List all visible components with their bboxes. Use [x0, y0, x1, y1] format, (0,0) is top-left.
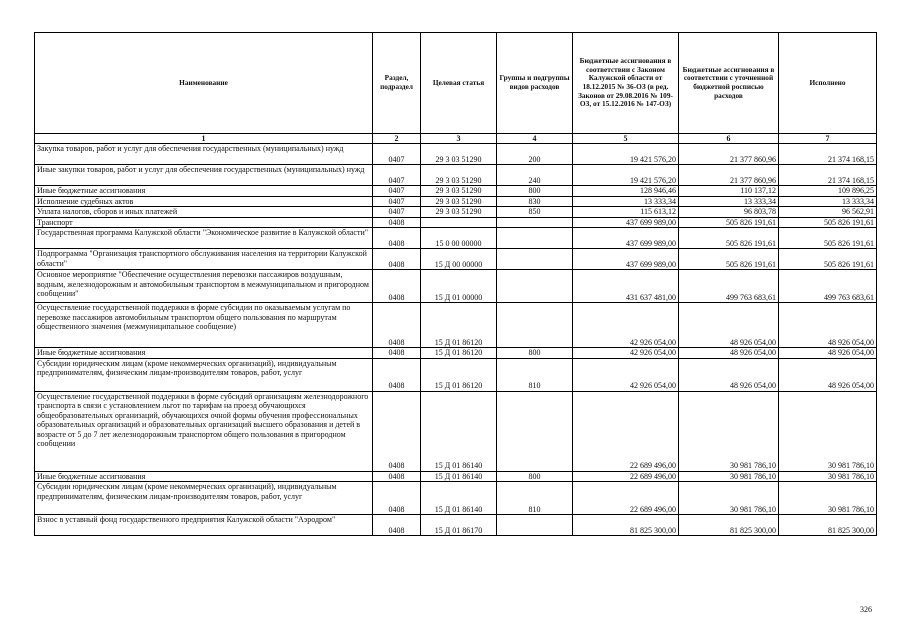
cell-name: Уплата налогов, сборов и иных платежей [35, 207, 373, 218]
cell-executed: 30 981 786,10 [779, 471, 877, 482]
cell-section: 0407 [373, 144, 421, 165]
column-number: 3 [421, 134, 497, 144]
cell-section: 0407 [373, 165, 421, 186]
header-budget-refined: Бюджетные ассигнования в соответствии с уточненной бюджетной росписью расходов [679, 33, 779, 134]
cell-section: 0408 [373, 348, 421, 359]
cell-budget-refined: 48 926 054,00 [679, 348, 779, 359]
cell-expense-group [497, 217, 573, 228]
cell-name: Основное мероприятие "Обеспечение осуществления перевозки пассажиров воздушным, водным, железнодорожным и автомобильным транспортом в межмуниципальном и пригородном сообщении" [35, 270, 373, 303]
page-number: 326 [860, 605, 872, 614]
cell-section: 0407 [373, 196, 421, 207]
cell-budget-law: 431 637 481,00 [573, 270, 679, 303]
cell-executed: 30 981 786,10 [779, 391, 877, 471]
cell-executed: 505 826 191,61 [779, 249, 877, 270]
cell-budget-law: 42 926 054,00 [573, 358, 679, 391]
cell-budget-refined: 30 981 786,10 [679, 471, 779, 482]
cell-name: Государственная программа Калужской области "Экономическое развитие в Калужской области" [35, 228, 373, 249]
cell-budget-law: 81 825 300,00 [573, 515, 679, 536]
cell-budget-refined: 48 926 054,00 [679, 303, 779, 348]
cell-expense-group: 800 [497, 348, 573, 359]
cell-section: 0407 [373, 207, 421, 218]
cell-name: Иные бюджетные ассигнования [35, 186, 373, 197]
cell-executed: 109 896,25 [779, 186, 877, 197]
cell-target-item: 29 3 03 51290 [421, 207, 497, 218]
cell-name: Осуществление государственной поддержки в форме субсидии по оказываемым услугам по перевозке пассажиров автомобильным транспортом общего пользования по маршрутам общественного значения (межмуниципальное сообщение) [35, 303, 373, 348]
cell-budget-refined: 30 981 786,10 [679, 482, 779, 515]
cell-expense-group [497, 249, 573, 270]
cell-target-item: 15 Д 01 86120 [421, 348, 497, 359]
cell-target-item: 29 3 03 51290 [421, 186, 497, 197]
cell-budget-law: 22 689 496,00 [573, 391, 679, 471]
cell-executed: 96 562,91 [779, 207, 877, 218]
column-number: 1 [35, 134, 373, 144]
cell-executed: 505 826 191,61 [779, 228, 877, 249]
table-row [35, 144, 877, 165]
cell-budget-law: 42 926 054,00 [573, 348, 679, 359]
cell-budget-law: 128 946,46 [573, 186, 679, 197]
cell-budget-law: 22 689 496,00 [573, 482, 679, 515]
budget-document [34, 32, 876, 536]
cell-expense-group [497, 303, 573, 348]
cell-name: Иные бюджетные ассигнования [35, 348, 373, 359]
budget-table [34, 32, 877, 536]
cell-target-item: 15 Д 01 86170 [421, 515, 497, 536]
cell-name: Субсидии юридическим лицам (кроме некоммерческих организаций), индивидуальным предпринимателям, физическим лицам-производителям товаров, работ, услуг [35, 482, 373, 515]
table-row [35, 358, 877, 391]
header-target-item: Целевая статья [421, 33, 497, 134]
header-executed: Исполнено [779, 33, 877, 134]
cell-name: Транспорт [35, 217, 373, 228]
cell-executed: 30 981 786,10 [779, 482, 877, 515]
cell-name: Взнос в уставный фонд государственного предприятия Калужской области "Аэродром" [35, 515, 373, 536]
cell-section: 0408 [373, 217, 421, 228]
cell-target-item: 15 Д 01 86120 [421, 303, 497, 348]
cell-expense-group [497, 391, 573, 471]
cell-target-item: 15 Д 01 00000 [421, 270, 497, 303]
table-row [35, 270, 877, 303]
cell-executed: 48 926 054,00 [779, 358, 877, 391]
cell-budget-law: 13 333,34 [573, 196, 679, 207]
table-row [35, 303, 877, 348]
column-number: 5 [573, 134, 679, 144]
cell-name: Субсидии юридическим лицам (кроме некоммерческих организаций), индивидуальным предпринимателям, физическим лицам-производителям товаров, работ, услуг [35, 358, 373, 391]
cell-target-item: 29 3 03 51290 [421, 144, 497, 165]
cell-section: 0407 [373, 186, 421, 197]
table-row [35, 165, 877, 186]
cell-budget-refined: 21 377 860,96 [679, 165, 779, 186]
cell-executed: 499 763 683,61 [779, 270, 877, 303]
cell-expense-group: 830 [497, 196, 573, 207]
cell-target-item [421, 217, 497, 228]
cell-expense-group: 800 [497, 186, 573, 197]
cell-name: Иные закупки товаров, работ и услуг для обеспечения государственных (муниципальных) нужд [35, 165, 373, 186]
cell-target-item: 29 3 03 51290 [421, 196, 497, 207]
cell-target-item: 15 Д 00 00000 [421, 249, 497, 270]
cell-expense-group: 810 [497, 482, 573, 515]
header-section: Раздел, подраздел [373, 33, 421, 134]
cell-target-item: 15 Д 01 86140 [421, 482, 497, 515]
cell-expense-group: 850 [497, 207, 573, 218]
cell-name: Закупка товаров, работ и услуг для обеспечения государственных (муниципальных) нужд [35, 144, 373, 165]
column-number: 2 [373, 134, 421, 144]
table-row [35, 186, 877, 197]
header-row [35, 33, 877, 134]
header-budget-law: Бюджетные ассигнования в соответствии с Законом Калужской области от 18.12.2015 № 36-ОЗ (в ред. Законов от 29.08.2016 № 109-ОЗ, от 15.12.2016 № 147-ОЗ) [573, 33, 679, 134]
cell-executed: 21 374 168,15 [779, 165, 877, 186]
cell-budget-refined: 110 137,12 [679, 186, 779, 197]
column-number: 7 [779, 134, 877, 144]
table-row [35, 471, 877, 482]
cell-expense-group [497, 515, 573, 536]
cell-budget-law: 115 613,12 [573, 207, 679, 218]
cell-budget-law: 19 421 576,20 [573, 165, 679, 186]
header-name: Наименование [35, 33, 373, 134]
table-row [35, 228, 877, 249]
cell-name: Осуществление государственной поддержки в форме субсидий организациям железнодорожного транспорта в связи с установлением льгот по тарифам на проезд обучающихся общеобразовательных организаций, обучающихся очной формы обучения профессиональных образовательных организаций и образовательных организаций высшего образования и детей в возрасте от 5 до 7 лет железнодорожным транспортом общего пользования в пригородном сообщении [35, 391, 373, 471]
header-expense-group: Группы и подгруппы видов расходов [497, 33, 573, 134]
cell-executed: 13 333,34 [779, 196, 877, 207]
cell-budget-refined: 30 981 786,10 [679, 391, 779, 471]
cell-section: 0408 [373, 482, 421, 515]
cell-section: 0408 [373, 471, 421, 482]
cell-budget-refined: 21 377 860,96 [679, 144, 779, 165]
cell-budget-refined: 96 803,78 [679, 207, 779, 218]
cell-budget-refined: 48 926 054,00 [679, 358, 779, 391]
cell-expense-group [497, 270, 573, 303]
column-number: 4 [497, 134, 573, 144]
cell-budget-law: 42 926 054,00 [573, 303, 679, 348]
table-row [35, 196, 877, 207]
cell-budget-law: 437 699 989,00 [573, 217, 679, 228]
column-number: 6 [679, 134, 779, 144]
cell-executed: 21 374 168,15 [779, 144, 877, 165]
table-row [35, 391, 877, 471]
cell-target-item: 15 0 00 00000 [421, 228, 497, 249]
cell-section: 0408 [373, 391, 421, 471]
cell-budget-law: 437 699 989,00 [573, 249, 679, 270]
cell-section: 0408 [373, 228, 421, 249]
table-row [35, 348, 877, 359]
cell-section: 0408 [373, 515, 421, 536]
cell-section: 0408 [373, 358, 421, 391]
table-body [35, 144, 877, 536]
cell-budget-law: 19 421 576,20 [573, 144, 679, 165]
cell-executed: 48 926 054,00 [779, 303, 877, 348]
cell-section: 0408 [373, 249, 421, 270]
table-row [35, 482, 877, 515]
cell-target-item: 15 Д 01 86120 [421, 358, 497, 391]
cell-name: Исполнение судебных актов [35, 196, 373, 207]
cell-budget-refined: 505 826 191,61 [679, 228, 779, 249]
cell-budget-refined: 505 826 191,61 [679, 217, 779, 228]
cell-target-item: 29 3 03 51290 [421, 165, 497, 186]
cell-section: 0408 [373, 270, 421, 303]
table-row [35, 249, 877, 270]
cell-budget-refined: 499 763 683,61 [679, 270, 779, 303]
cell-budget-refined: 505 826 191,61 [679, 249, 779, 270]
cell-budget-law: 22 689 496,00 [573, 471, 679, 482]
cell-expense-group: 810 [497, 358, 573, 391]
table-row [35, 207, 877, 218]
column-number-row [35, 134, 877, 144]
cell-name: Иные бюджетные ассигнования [35, 471, 373, 482]
table-row [35, 217, 877, 228]
cell-expense-group: 200 [497, 144, 573, 165]
cell-section: 0408 [373, 303, 421, 348]
cell-executed: 505 826 191,61 [779, 217, 877, 228]
cell-expense-group: 800 [497, 471, 573, 482]
cell-executed: 48 926 054,00 [779, 348, 877, 359]
cell-target-item: 15 Д 01 86140 [421, 471, 497, 482]
table-row [35, 515, 877, 536]
cell-budget-law: 437 699 989,00 [573, 228, 679, 249]
cell-target-item: 15 Д 01 86140 [421, 391, 497, 471]
cell-executed: 81 825 300,00 [779, 515, 877, 536]
cell-expense-group: 240 [497, 165, 573, 186]
cell-budget-refined: 13 333,34 [679, 196, 779, 207]
cell-budget-refined: 81 825 300,00 [679, 515, 779, 536]
cell-expense-group [497, 228, 573, 249]
cell-name: Подпрограмма "Организация транспортного обслуживания населения на территории Калужской области" [35, 249, 373, 270]
